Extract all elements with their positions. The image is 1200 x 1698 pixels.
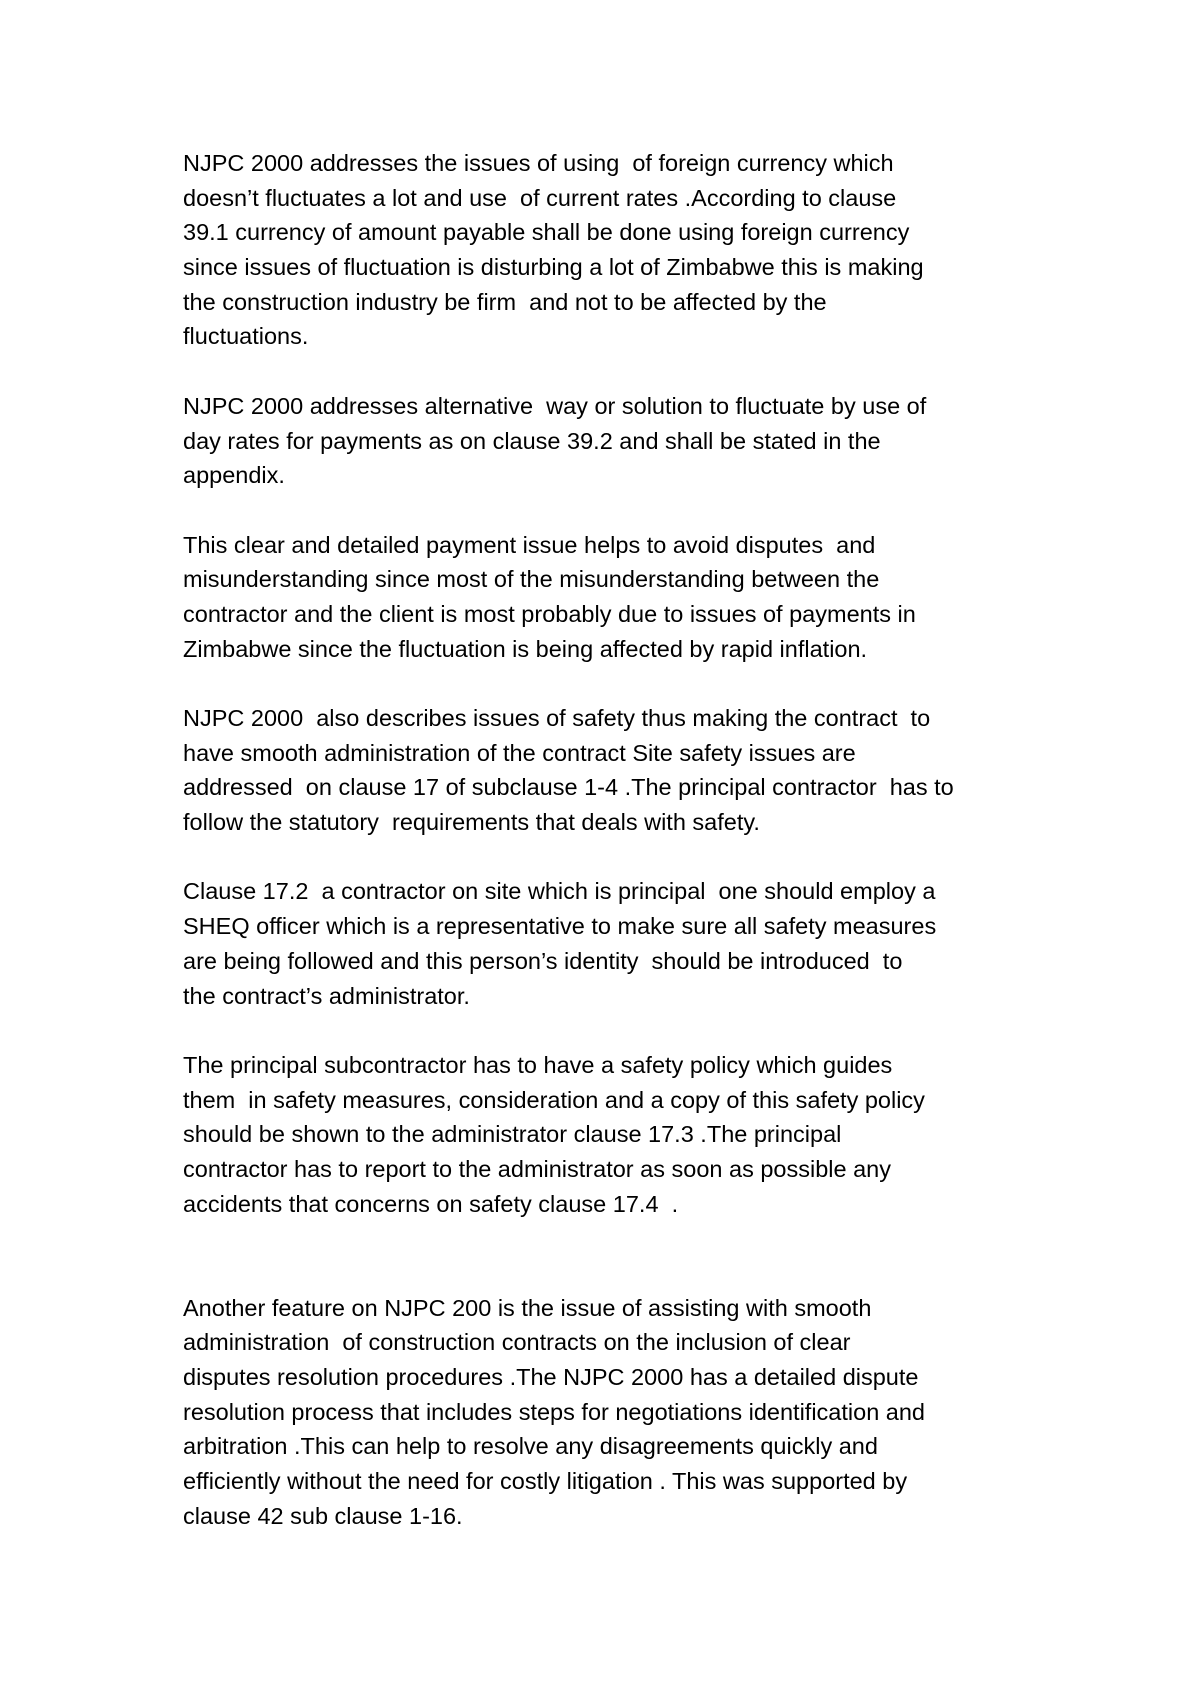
paragraph-spacer <box>183 666 1043 701</box>
text-line: fluctuations. <box>183 323 309 350</box>
document-body <box>183 146 1043 1534</box>
paragraph-safety-policy <box>183 1048 1043 1221</box>
text-line: appendix. <box>183 462 285 489</box>
text-line: SHEQ officer which is a representative to make sure all safety measures <box>183 913 937 940</box>
text-line: disputes resolution procedures .The NJPC 2000 has a detailed dispute <box>183 1364 919 1391</box>
text-line: arbitration .This can help to resolve any disagreements quickly and <box>183 1433 878 1460</box>
paragraph-day-rates <box>183 389 1043 493</box>
paragraph-clause-17-2 <box>183 874 1043 1013</box>
text-line: 39.1 currency of amount payable shall be done using foreign currency <box>183 219 910 246</box>
text-line: accidents that concerns on safety clause 17.4 . <box>183 1190 679 1217</box>
text-line: should be shown to the administrator clause 17.3 .The principal <box>183 1121 842 1148</box>
paragraph-safety <box>183 701 1043 840</box>
text-line: the contract’s administrator. <box>183 982 470 1009</box>
text-line: have smooth administration of the contract Site safety issues are <box>183 739 856 766</box>
text-line: clause 42 sub clause 1-16. <box>183 1502 463 1529</box>
text-line: Clause 17.2 a contractor on site which is principal one should employ a <box>183 878 936 905</box>
text-line: efficiently without the need for costly litigation . This was supported by <box>183 1468 908 1495</box>
paragraph-spacer <box>183 840 1043 875</box>
text-line: NJPC 2000 addresses the issues of using of foreign currency which <box>183 150 894 176</box>
text-line: contractor and the client is most probably due to issues of payments in <box>183 600 916 627</box>
text-line: day rates for payments as on clause 39.2 and shall be stated in the <box>183 427 881 454</box>
text-line: the construction industry be firm and not to be affected by the <box>183 288 827 315</box>
paragraph-spacer <box>183 354 1043 389</box>
text-line: since issues of fluctuation is disturbing a lot of Zimbabwe this is making <box>183 254 924 281</box>
text-line: doesn’t fluctuates a lot and use of current rates .According to clause <box>183 184 897 211</box>
paragraph-spacer <box>183 1013 1043 1048</box>
paragraph-spacer <box>183 1221 1043 1290</box>
text-line: them in safety measures, consideration and a copy of this safety policy <box>183 1086 925 1113</box>
text-line: Zimbabwe since the fluctuation is being affected by rapid inflation. <box>183 635 868 662</box>
text-line: administration of construction contracts on the inclusion of clear <box>183 1329 851 1356</box>
text-line: NJPC 2000 also describes issues of safety thus making the contract to <box>183 705 931 731</box>
text-line: resolution process that includes steps for negotiations identification and <box>183 1398 926 1425</box>
paragraph-payment-disputes <box>183 528 1043 667</box>
paragraph-spacer <box>183 493 1043 528</box>
text-line: are being followed and this person’s identity should be introduced to <box>183 947 903 974</box>
text-line: addressed on clause 17 of subclause 1-4 .The principal contractor has to <box>183 774 954 801</box>
text-line: The principal subcontractor has to have a safety policy which guides <box>183 1051 893 1078</box>
text-line: Another feature on NJPC 200 is the issue of assisting with smooth <box>183 1294 872 1321</box>
text-line: NJPC 2000 addresses alternative way or solution to fluctuate by use of <box>183 392 927 419</box>
paragraph-dispute-resolution <box>183 1291 1043 1534</box>
text-line: This clear and detailed payment issue helps to avoid disputes and <box>183 531 876 558</box>
text-line: misunderstanding since most of the misunderstanding between the <box>183 566 880 593</box>
paragraph-currency <box>183 146 1043 354</box>
text-line: follow the statutory requirements that deals with safety. <box>183 809 760 836</box>
text-line: contractor has to report to the administrator as soon as possible any <box>183 1155 891 1182</box>
